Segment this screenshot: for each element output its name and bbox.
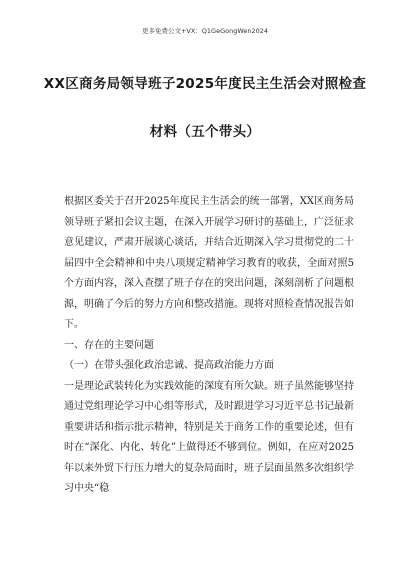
document-title-line2: 材料（五个带头） [149, 124, 261, 140]
intro-paragraph: 根据区委关于召开2025年度民主生活会的统一部署，XX区商务局领导班子紧扣会议主题，在深入开展学习研讨的基础上，广泛征求意见建议，严肃开展谈心谈话，并结合近期深入学习贯彻党的二十届四中全会精神和中央八项规定精神学习教育的收获，全面对照5个方面内容，深入查摆了班子存在的突出问题，深刻剖析了问题根源，明确了今后的努力方向和整改措施。现将对照检查情况报告如下。 [64, 196, 354, 330]
document-title-line1: XX区商务局领导班子2025年度民主生活会对照检查 [43, 76, 367, 92]
header-note: 更多免费公文+VX：Q1GeGongWen2024 [141, 27, 269, 35]
body-paragraph: 一是理论武装转化为实践效能的深度有所欠缺。班子虽然能够坚持通过党组理论学习中心组等形式，及时跟进学习习近平总书记最新重要讲话和指示批示精神，特别是关于商务工作的重要论述，但有时在“深化、内化、转化”上做得还不够到位。例如，在应对2025年以来外贸下行压力增大的复杂局面时，班子层面虽然多次组织学习中央“稳 [64, 380, 354, 494]
document-body [64, 192, 354, 500]
section-heading: 一、存在的主要问题 [64, 339, 154, 351]
subsection-heading: （一）在带头强化政治忠诚、提高政治能力方面 [64, 360, 274, 371]
